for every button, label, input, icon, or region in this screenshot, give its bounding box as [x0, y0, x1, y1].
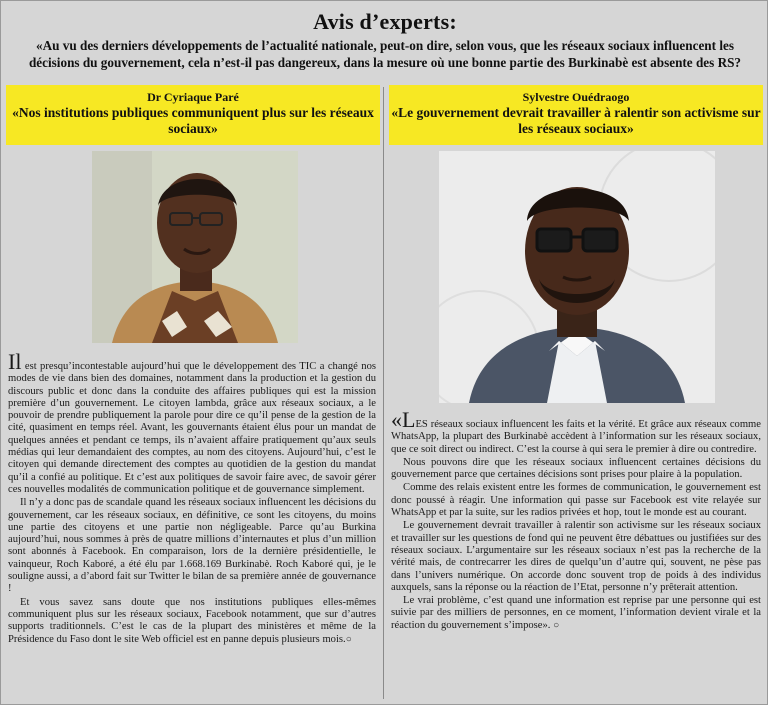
article-body-left: [8, 349, 376, 647]
paragraph: ES réseaux sociaux influencent les faits et la vérité. Et grâce aux réseaux comme WhatsApp, la plupart des Burkinabè accèdent à l’information sur les réseaux sociaux, que ce soit direct ou indirect. C’est la course à qui sera le premier à dire ou contredire.: [391, 419, 761, 455]
expert-headline: «Le gouvernement devrait travailler à ralentir son activisme sur les réseaux sociaux»: [391, 105, 761, 136]
expert-column-right: [389, 85, 763, 703]
portrait-photo: [439, 151, 715, 403]
paragraph: Il n’y a donc pas de scandale quand les réseaux sociaux influencent les décisions du gouvernement, car les réseaux sociaux, en définitive, ce sont les citoyens, du moins une partie des citoyens et une partie non négligeable. Parce qu’au Burkina aujourd’hui, nous sommes à près de quatre millions d’internautes et plus d’un million sont abonnés à Facebook. En comparaison, lors de la dernière présidentielle, le vainqueur, Roch Kaboré, a été élu par 1.668.169 Burkinabè. Roch Kaboré qui, je le souligne aussi, a d’abord fait sur Twitter le bilan de sa première année de gouvernance !: [8, 497, 376, 595]
end-mark: ○: [345, 633, 352, 645]
question-text: «Au vu des derniers développements de l’actualité nationale, peut-on dire, selon vous, que les réseaux sociaux influencent les décisions du gouvernement, cela n’est-il pas dangereux, dans la mesure où une bonne partie des Burkinabè est absente des RS?: [28, 38, 742, 70]
paragraph: Et vous savez sans doute que nos institutions publiques elles-mêmes communiquent plus sur les réseaux sociaux, Facebook notamment, que sur d’autres supports traditionnels. C’est le cas de la plupart des ministères et même de la Présidence du Faso dont le site Web officiel est en panne depuis plusieurs mois.: [8, 596, 376, 645]
headline-box-left: [6, 85, 380, 145]
expert-name: Sylvestre Ouédraogo: [522, 90, 630, 104]
dropcap: «L: [391, 407, 416, 432]
paragraph: est presqu’incontestable aujourd’hui que le développement des TIC a changé nos modes de vie dans bien des domaines, notamment dans la production et la gestion du discours public et donc dans la conduite des affaires publiques qui est la mission première d’un gouvernement. Le citoyen lambda, grâce aux réseaux sociaux, a le pouvoir de prendre publiquement la parole pour dire ce qu’il pense de la gestion de la cité, quasiment en temps réel. Avant, les gouvernants étaient élus pour un mandat de quelques années et pendant ce temps, ils n’avaient affaire pratiquement qu’aux seuls médias qui leur demandaient des comptes, au nom des citoyens. Aujourd’hui, c’est le citoyen qui demande directement des comptes au quotidien de la gestion du mandat qu’il a confié au politique. Et c’est aux politiques de savoir faire avec, de savoir gérer ces nouvelles modalités de communication politique et de gouvernance simplement.: [8, 361, 376, 495]
column-divider: [383, 87, 384, 699]
expert-column-left: [6, 85, 380, 703]
expert-headline: «Nos institutions publiques communiquent plus sur les réseaux sociaux»: [12, 105, 374, 136]
paragraph: Comme des relais existent entre les formes de communication, le gouvernement est donc poussé à réagir. Une information qui passe sur Facebook est vite relayée sur WhatsApp et par la suite, sur les radios privées et hop, tout le monde est au courant.: [391, 482, 761, 519]
portrait-photo: [92, 151, 298, 343]
expert-name: Dr Cyriaque Paré: [147, 90, 239, 104]
end-mark: ○: [553, 619, 560, 631]
page-header: [1, 1, 768, 81]
paragraph: Le gouvernement devrait travailler à ralentir son activisme sur les réseaux sociaux et travailler sur les questions de fond qui ne peuvent être débattues ou justifiées sur des réseaux sociaux. L’argumentaire sur les réseaux sociaux n’est pas la recherche de la vérité mais, de contrecarrer les dires de quelqu’un d’autre qui, souvent, ne pèse pas dans l’univers numérique. On accorde donc souvent trop de poids à des individus auxquels, sans la réponse ou la réaction de l’Etat, personne n’y prêterait attention.: [391, 520, 761, 593]
paragraph: Nous pouvons dire que les réseaux sociaux influencent certaines décisions du gouvernement parce que certaines décisions sont prises pour plaire à la population.: [391, 456, 761, 481]
dropcap: Il: [8, 349, 22, 374]
paragraph: Le vrai problème, c’est quand une information est reprise par une personne qui est suivie par des milliers de personnes, en ce moment, l’information devient virale et la réaction du gouvernement s’impose».: [391, 595, 761, 631]
headline-box-right: [389, 85, 763, 145]
article-body-right: [391, 407, 761, 633]
page-title: Avis d’experts:: [313, 9, 457, 34]
